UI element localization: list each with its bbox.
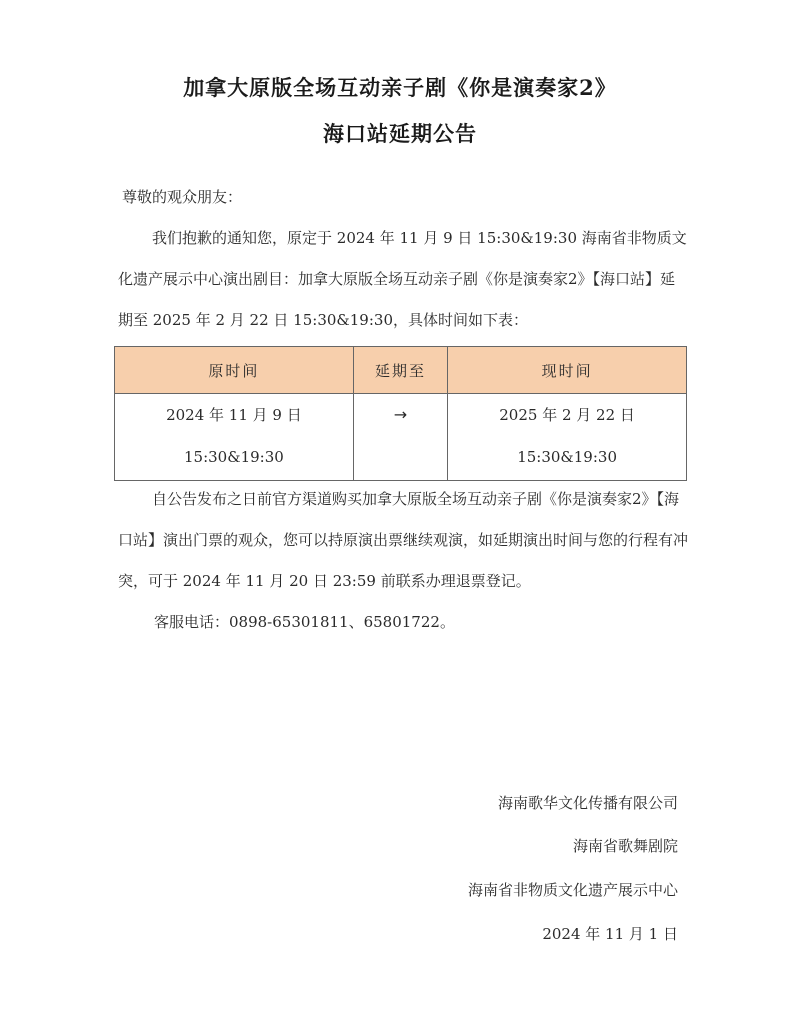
table-header-row xyxy=(115,347,687,394)
arrow-right-icon: → xyxy=(393,405,408,424)
header-postponed-to: 延期至 xyxy=(353,347,447,394)
original-showtimes: 15:30&19:30 xyxy=(183,448,284,466)
salutation: 尊敬的观众朋友： xyxy=(122,188,243,206)
new-showtimes: 15:30&19:30 xyxy=(517,448,617,466)
signature-org-3: 海南省非物质文化遗产展示中心 xyxy=(467,881,678,899)
header-original-time: 原时间 xyxy=(115,347,354,394)
ticket-refund-paragraph: 自公告发布之日前官方渠道购买加拿大原版全场互动亲子剧《你是演奏家2》【海口站】演出门票的观众，您可以持原演出票继续观演，如延期演出时间与您的行程有冲突，可于 2024 年 11 月 20 日 23:59 前联系办理退票登记。 xyxy=(118,490,689,590)
signature-org-2: 海南省歌舞剧院 xyxy=(572,837,678,855)
notice-paragraph: 我们抱歉的通知您，原定于 2024 年 11 月 9 日 15:30&19:30 海南省非物质文化遗产展示中心演出剧目：加拿大原版全场互动亲子剧《你是演奏家2》【海口站】延期至 2025 年 2 月 22 日 15:30&19:30，具体时间如下表： xyxy=(118,229,687,329)
new-time-cell xyxy=(448,394,687,481)
original-date: 2024 年 11 月 9 日 xyxy=(166,406,302,424)
signature-date: 2024 年 11 月 1 日 xyxy=(542,925,678,943)
header-new-time: 现时间 xyxy=(448,347,687,394)
customer-service-phone: 客服电话：0898-65301811、65801722。 xyxy=(154,613,455,631)
signature-org-1: 海南歌华文化传播有限公司 xyxy=(497,794,678,812)
new-date: 2025 年 2 月 22 日 xyxy=(499,406,635,424)
schedule-table xyxy=(114,346,687,481)
page-subtitle: 海口站延期公告 xyxy=(323,121,477,146)
postpone-arrow-cell xyxy=(353,394,447,481)
page-title: 加拿大原版全场互动亲子剧《你是演奏家2》 xyxy=(183,75,617,100)
original-time-cell xyxy=(115,394,354,481)
table-row xyxy=(115,394,687,481)
